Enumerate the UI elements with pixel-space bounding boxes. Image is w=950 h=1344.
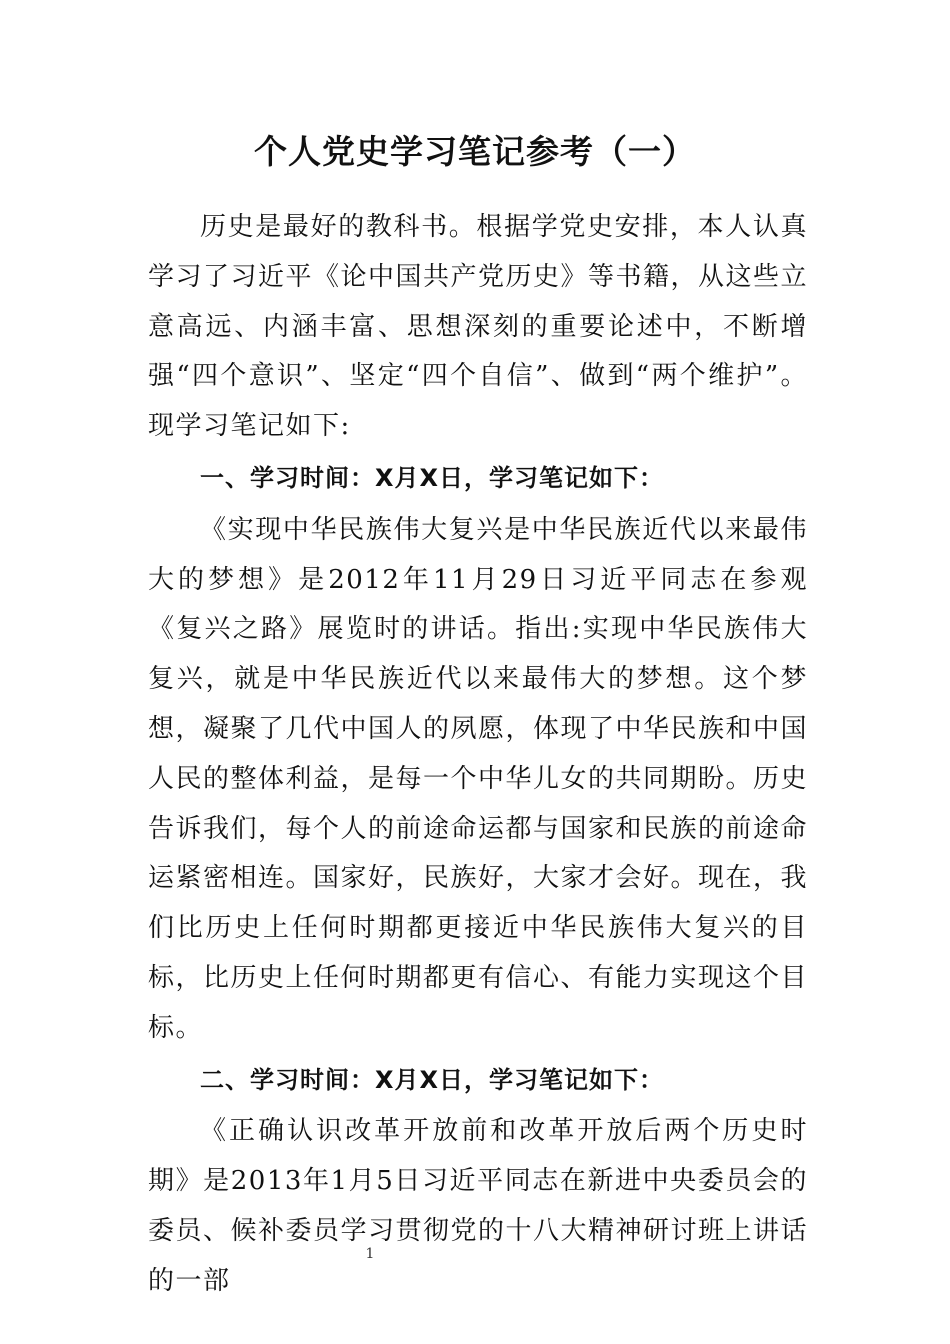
document-title: 个人党史学习笔记参考（一） [254,132,696,171]
document-body [148,203,808,1307]
section-2-paragraph: 《正确认识改革开放前和改革开放后两个历史时期》是2013年1月5日习近平同志在新进中央委员会的委员、候补委员学习贯彻党的十八大精神研讨班上讲话的一部 [148,1116,809,1296]
section-heading-2: 二、学习时间：X月X日，学习笔记如下： [200,1065,665,1094]
intro-paragraph: 历史是最好的教科书。根据学党史安排，本人认真学习了习近平《论中国共产党历史》等书籍，从这些立意高远、内涵丰富、思想深刻的重要论述中，不断增强“四个意识”、坚定“四个自信”、做到“两个维护”。现学习笔记如下: [148,212,809,442]
page-number: 1 [365,1246,375,1262]
section-1-paragraph: 《实现中华民族伟大复兴是中华民族近代以来最伟大的梦想》是2012年11月29日习近平同志在参观《复兴之路》展览时的讲话。指出:实现中华民族伟大复兴，就是中华民族近代以来最伟大的梦想。这个梦想，凝聚了几代中国人的夙愿，体现了中华民族和中国人民的整体利益，是每一个中华儿女的共同期盼。历史告诉我们，每个人的前途命运都与国家和民族的前途命运紧密相连。国家好，民族好，大家才会好。现在，我们比历史上任何时期都更接近中华民族伟大复兴的目标，比历史上任何时期都更有信心、有能力实现这个目标。 [148,514,809,1043]
section-heading-1: 一、学习时间：X月X日，学习笔记如下： [200,463,665,492]
